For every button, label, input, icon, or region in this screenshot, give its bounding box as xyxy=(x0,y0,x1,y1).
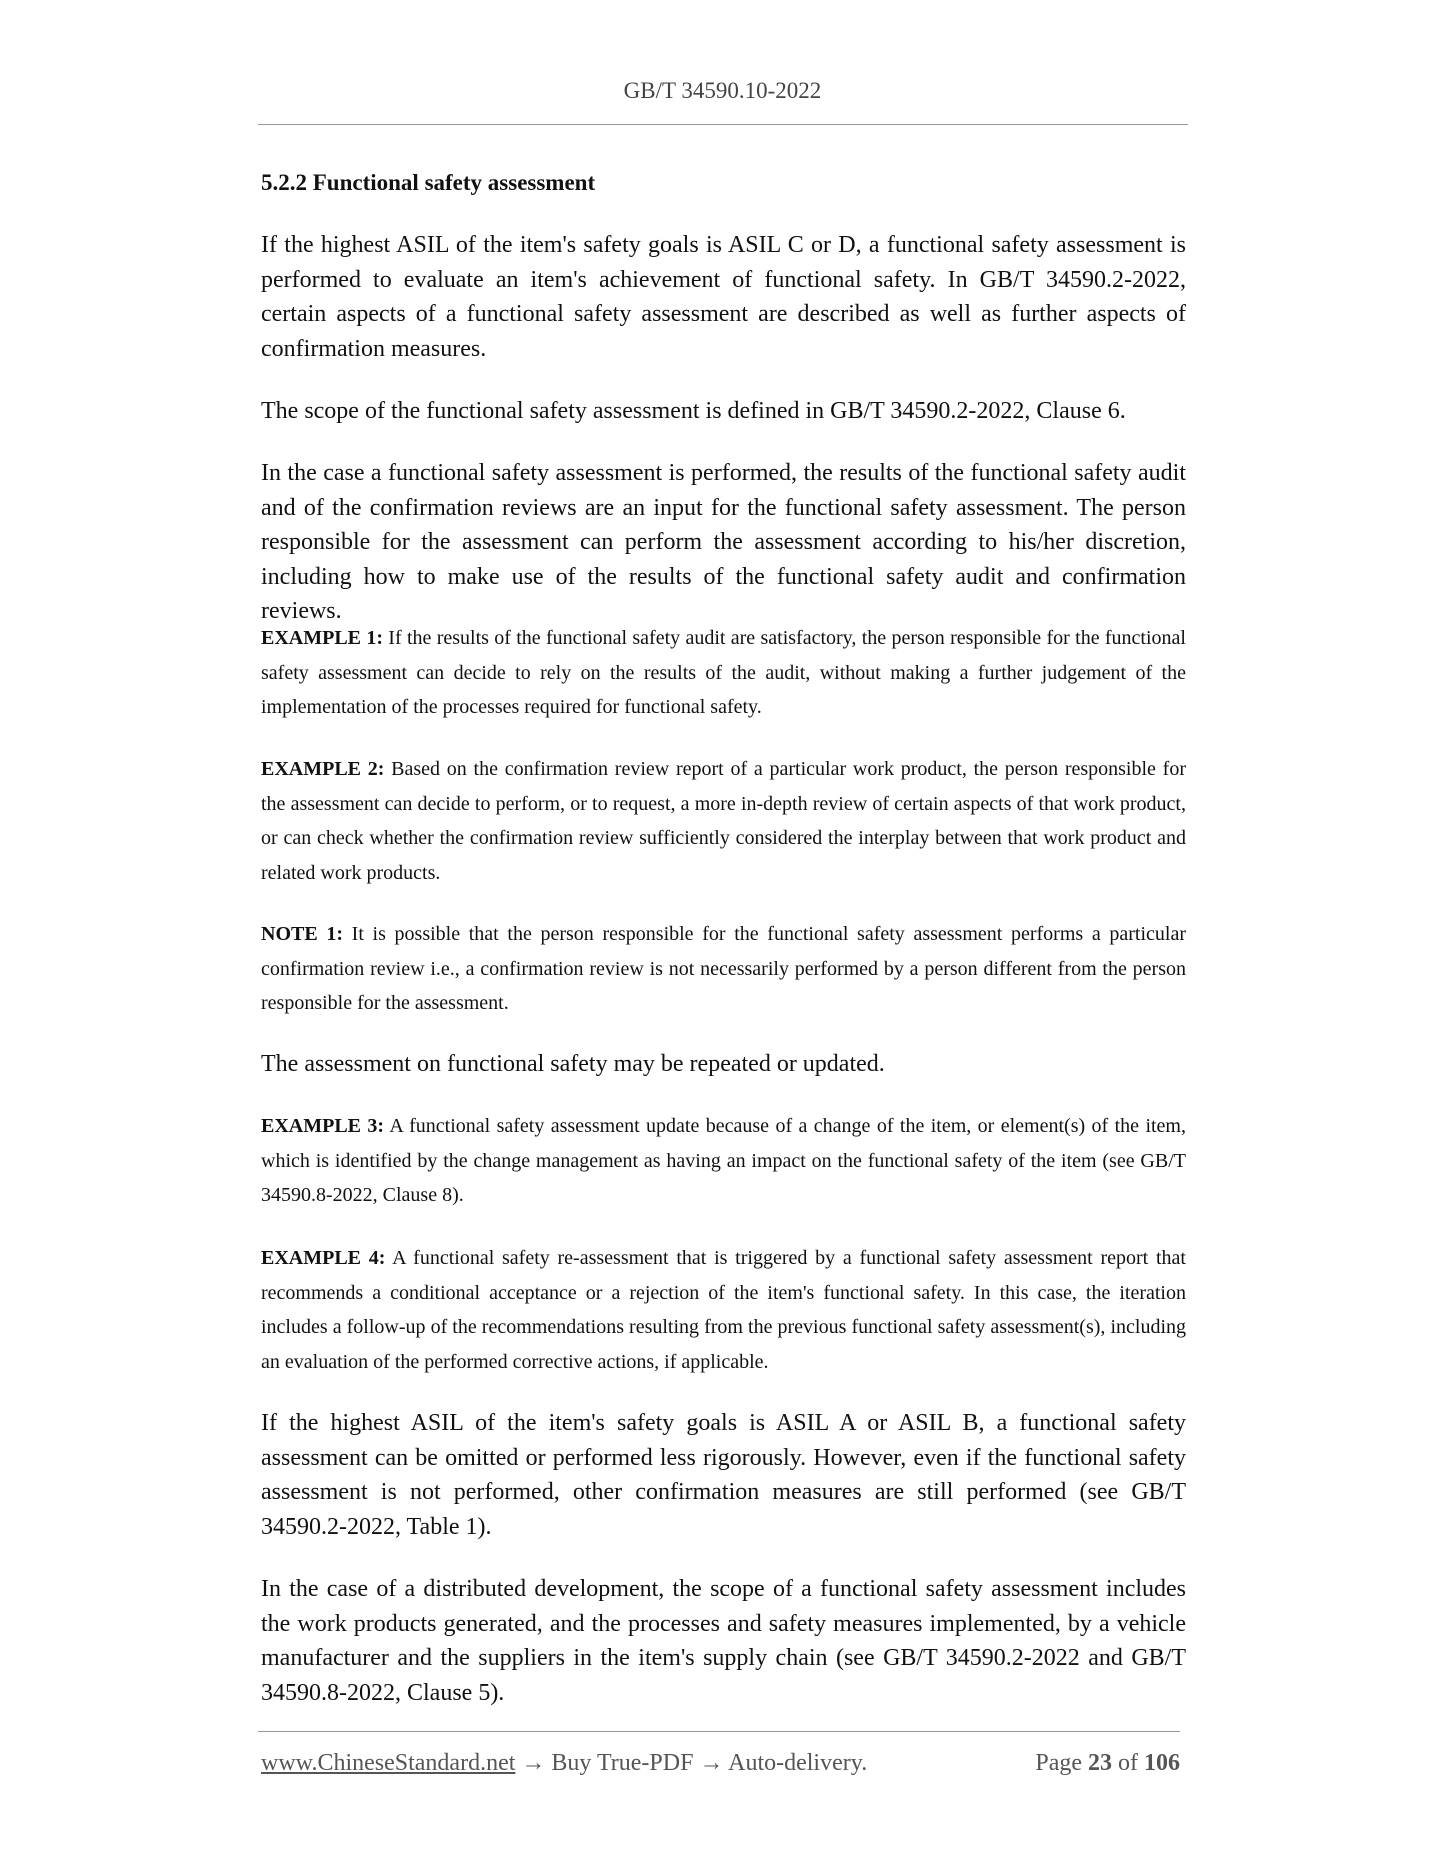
page-label: Page xyxy=(1035,1750,1082,1776)
note-text: If the results of the functional safety audit are satisfactory, the person responsible for the functional safety assessment can decide to rely on the results of the audit, without making a further judgement of the implementation of the processes required for functional safety. xyxy=(261,627,1186,719)
note-label: EXAMPLE 2: xyxy=(261,758,385,780)
document-header: GB/T 34590.10-2022 xyxy=(623,78,822,103)
paragraph: In the case of a distributed development, the scope of a functional safety assessment includes the work products generated, and the processes and safety measures implemented, by a vehicle manufacturer and the suppliers in the item's supply chain (see GB/T 34590.2-2022 and GB/T 34590.8-2022, Clause 5). xyxy=(261,1576,1186,1706)
current-page: 23 xyxy=(1088,1750,1112,1776)
footer-divider xyxy=(258,1731,1180,1732)
paragraph: In the case a functional safety assessment is performed, the results of the functional safety audit and of the confirmation reviews are an input for the functional safety assessment. The person responsible for the assessment can perform the assessment according to his/her discretion, including how to make use of the results of the functional safety audit and confirmation reviews. xyxy=(261,460,1186,625)
of-label: of xyxy=(1118,1750,1138,1776)
page-number xyxy=(1035,1750,1180,1777)
paragraph: If the highest ASIL of the item's safety goals is ASIL A or ASIL B, a functional safety assessment can be omitted or performed less rigorously. However, even if the functional safety assessment is not performed, other confirmation measures are still performed (see GB/T 34590.2-2022, Table 1). xyxy=(261,1410,1186,1540)
note-text: Based on the confirmation review report of a particular work product, the person responsible for the assessment can decide to perform, or to request, a more in-depth review of certain aspects of that work product, or can check whether the confirmation review sufficiently considered the interplay between that work product and related work products. xyxy=(261,758,1186,884)
header-divider xyxy=(258,124,1188,125)
note-label: NOTE 1: xyxy=(261,923,343,945)
paragraph: If the highest ASIL of the item's safety goals is ASIL C or D, a functional safety assessment is performed to evaluate an item's achievement of functional safety. In GB/T 34590.2-2022, certain aspects of a functional safety assessment are described as well as further aspects of confirmation measures. xyxy=(261,232,1186,362)
footer-left xyxy=(261,1750,867,1777)
note-text: A functional safety re-assessment that is triggered by a functional safety assessment report that recommends a conditional acceptance or a rejection of the item's functional safety. In this case, the iteration includes a follow-up of the recommendations resulting from the previous functional safety assessment(s), including an evaluation of the performed corrective actions, if applicable. xyxy=(261,1247,1186,1373)
note-text: It is possible that the person responsible for the functional safety assessment performs a particular confirmation review i.e., a confirmation review is not necessarily performed by a person different from the person responsible for the assessment. xyxy=(261,923,1186,1015)
example-2 xyxy=(261,752,1186,890)
paragraph: The assessment on functional safety may be repeated or updated. xyxy=(261,1051,885,1077)
section-heading: 5.2.2 Functional safety assessment xyxy=(261,170,596,195)
footer-tagline: → Buy True-PDF → Auto-delivery. xyxy=(515,1750,868,1776)
note-1 xyxy=(261,917,1186,1021)
note-text: A functional safety assessment update because of a change of the item, or element(s) of the item, which is identified by the change management as having an impact on the functional safety of the item (see GB/T 34590.8-2022, Clause 8). xyxy=(261,1115,1186,1207)
example-4 xyxy=(261,1241,1186,1379)
note-label: EXAMPLE 1: xyxy=(261,627,383,649)
example-1 xyxy=(261,621,1186,725)
total-pages: 106 xyxy=(1144,1750,1180,1776)
note-label: EXAMPLE 3: xyxy=(261,1115,385,1137)
website-link[interactable]: www.ChineseStandard.net xyxy=(261,1750,516,1776)
note-label: EXAMPLE 4: xyxy=(261,1247,386,1269)
paragraph: The scope of the functional safety assessment is defined in GB/T 34590.2-2022, Clause 6. xyxy=(261,398,1126,424)
example-3 xyxy=(261,1109,1186,1213)
